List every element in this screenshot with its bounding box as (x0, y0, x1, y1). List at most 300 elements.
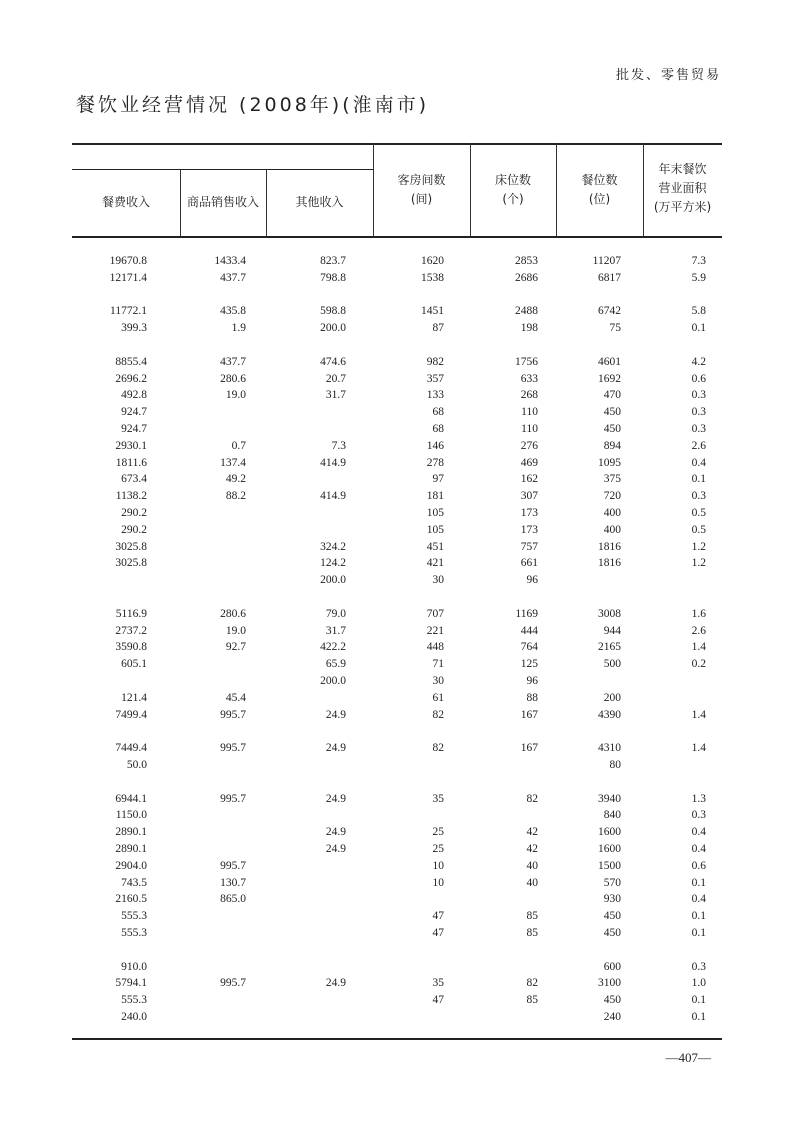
section-label: 批发、零售贸易 (615, 68, 721, 83)
cell-goods (176, 540, 246, 555)
cell-other: 422.2 (320, 641, 346, 654)
cell-area: 5.8 (691, 305, 706, 318)
cell-catering: 6944.1 (115, 792, 147, 805)
cell-catering: 50.0 (126, 759, 147, 771)
cell-rooms: 61 (432, 691, 444, 704)
cell-rooms: 47 (432, 994, 444, 1007)
cell-catering: 19670.8 (109, 255, 147, 267)
page-number: —407— (665, 1050, 711, 1065)
cell-beds: 125 (520, 658, 538, 671)
cell-area: 0.1 (691, 910, 706, 923)
cell-other: 7.3 (331, 439, 346, 452)
cell-beds: 2488 (515, 305, 538, 318)
cell-beds: 757 (520, 540, 538, 553)
cell-goods: 435.8 (220, 305, 246, 318)
cell-goods: 1.9 (231, 322, 246, 335)
cell-other (276, 758, 346, 773)
cell-other: 200.0 (320, 322, 346, 335)
cell-seats: 1692 (598, 372, 621, 385)
cell-goods (176, 808, 246, 823)
cell-catering: 2904.0 (115, 859, 147, 872)
cell-rooms: 221 (426, 624, 444, 637)
cell-rooms (374, 960, 444, 975)
cell-rooms (374, 892, 444, 907)
cell-beds: 110 (521, 406, 538, 419)
cell-beds: 40 (526, 859, 538, 872)
cell-rooms: 35 (432, 792, 444, 805)
cell-catering: 910.0 (121, 960, 147, 973)
cell-area: 0.5 (691, 523, 706, 536)
cell-seats: 450 (603, 423, 621, 435)
cell-rooms (374, 758, 444, 773)
header-other-income: 其他收入 (295, 195, 344, 209)
cell-catering: 1138.2 (115, 490, 147, 503)
cell-beds (468, 758, 538, 773)
page-title: 餐饮业经营情况 (2008年)(淮南市) (76, 94, 430, 116)
cell-seats (551, 674, 621, 689)
cell-area: 4.2 (691, 355, 706, 368)
cell-seats: 6817 (598, 271, 621, 284)
cell-area: 1.4 (691, 641, 706, 654)
cell-goods: 995.7 (220, 977, 246, 990)
cell-beds: 88 (526, 691, 538, 704)
header-beds (470, 171, 556, 209)
sub-header-rule (72, 169, 373, 170)
cell-rooms: 1538 (421, 271, 444, 284)
cell-other: 200.0 (320, 675, 346, 687)
cell-seats: 400 (603, 523, 621, 536)
cell-catering: 2890.1 (115, 843, 147, 855)
cell-beds: 764 (520, 641, 538, 654)
cell-seats: 600 (603, 960, 621, 973)
cell-goods: 437.7 (220, 271, 246, 284)
cell-goods (176, 657, 246, 672)
cell-area: 0.2 (691, 658, 706, 671)
cell-area: 1.3 (691, 792, 706, 805)
cell-rooms: 1620 (421, 255, 444, 267)
cell-beds (468, 1010, 538, 1025)
cell-rooms: 25 (432, 826, 444, 839)
cell-goods (176, 842, 246, 857)
cell-rooms: 30 (432, 574, 444, 587)
cell-goods (176, 405, 246, 420)
cell-seats: 840 (603, 809, 621, 822)
cell-seats: 1095 (598, 456, 621, 469)
cell-goods (176, 960, 246, 975)
cell-goods: 865.0 (220, 893, 246, 906)
cell-other: 24.9 (325, 708, 346, 721)
cell-beds: 173 (520, 507, 538, 519)
cell-catering: 673.4 (121, 473, 147, 486)
cell-area: 7.3 (691, 255, 706, 267)
cell-area (636, 758, 706, 773)
cell-goods: 280.6 (220, 372, 246, 385)
cell-area: 0.3 (691, 490, 706, 503)
cell-catering: 3590.8 (115, 641, 147, 654)
cell-goods: 130.7 (220, 876, 246, 889)
cell-catering (77, 573, 147, 588)
cell-other: 598.8 (320, 305, 346, 318)
cell-other (276, 859, 346, 874)
cell-other: 31.7 (325, 389, 346, 402)
cell-beds: 96 (526, 574, 538, 587)
cell-seats: 2165 (598, 641, 621, 654)
cell-seats: 450 (603, 994, 621, 1007)
cell-other: 24.9 (325, 826, 346, 839)
cell-area: 0.5 (691, 507, 706, 519)
cell-catering: 1811.6 (115, 456, 147, 469)
cell-goods: 19.0 (225, 389, 246, 402)
cell-seats: 400 (603, 507, 621, 519)
cell-other: 24.9 (325, 742, 346, 755)
cell-rooms: 421 (426, 557, 444, 570)
cell-rooms: 47 (432, 910, 444, 923)
cell-rooms (374, 808, 444, 823)
cell-rooms: 87 (432, 322, 444, 335)
cell-goods: 45.4 (225, 691, 246, 704)
cell-goods (176, 523, 246, 538)
cell-goods: 995.7 (220, 859, 246, 872)
cell-seats: 11207 (592, 255, 621, 267)
cell-other (276, 960, 346, 975)
cell-other (276, 472, 346, 487)
cell-area (636, 691, 706, 706)
cell-beds: 42 (526, 843, 538, 855)
header-rooms (373, 171, 470, 209)
cell-other: 124.2 (320, 557, 346, 570)
cell-other: 823.7 (320, 255, 346, 267)
header-seats (556, 171, 643, 209)
cell-beds: 469 (520, 456, 538, 469)
cell-catering: 555.3 (121, 910, 147, 923)
cell-other: 414.9 (320, 456, 346, 469)
cell-rooms: 278 (426, 456, 444, 469)
cell-other (276, 523, 346, 538)
cell-goods (176, 556, 246, 571)
cell-rooms: 35 (432, 977, 444, 990)
cell-seats (551, 573, 621, 588)
cell-seats: 1500 (598, 859, 621, 872)
cell-seats: 894 (603, 439, 621, 452)
cell-catering: 605.1 (121, 658, 147, 671)
cell-other: 65.9 (325, 658, 346, 671)
cell-other: 24.9 (325, 843, 346, 855)
cell-area: 0.4 (691, 826, 706, 839)
cell-seats: 1600 (598, 826, 621, 839)
header-seats-line1: 餐位数 (581, 173, 618, 187)
cell-beds (468, 960, 538, 975)
header-goods-sales: 商品销售收入 (186, 195, 259, 209)
cell-rooms: 82 (432, 708, 444, 721)
cell-area: 1.4 (691, 742, 706, 755)
cell-goods (176, 506, 246, 521)
cell-catering: 11772.1 (110, 305, 147, 318)
cell-area (636, 674, 706, 689)
cell-other: 414.9 (320, 490, 346, 503)
cell-catering: 492.8 (121, 389, 147, 402)
cell-other (276, 422, 346, 437)
cell-seats: 6742 (598, 305, 621, 318)
cell-seats: 4390 (598, 708, 621, 721)
cell-seats: 200 (603, 691, 621, 704)
cell-area: 0.1 (691, 876, 706, 889)
cell-catering: 2160.5 (115, 893, 147, 906)
cell-area: 0.6 (691, 859, 706, 872)
cell-seats: 720 (603, 490, 621, 503)
cell-area: 0.1 (691, 1011, 706, 1023)
cell-catering: 12171.4 (109, 271, 147, 284)
cell-rooms: 82 (432, 742, 444, 755)
cell-catering: 8855.4 (115, 355, 147, 368)
header-area (643, 160, 722, 217)
header-beds-line2: (个) (502, 192, 524, 206)
cell-beds: 40 (526, 876, 538, 889)
cell-other (276, 926, 346, 941)
cell-area: 5.9 (691, 271, 706, 284)
cell-other (276, 993, 346, 1008)
cell-seats: 500 (603, 658, 621, 671)
cell-rooms: 133 (426, 389, 444, 402)
cell-other (276, 909, 346, 924)
cell-beds: 173 (520, 523, 538, 536)
cell-seats: 3100 (598, 977, 621, 990)
cell-other (276, 892, 346, 907)
cell-seats: 80 (609, 759, 621, 771)
cell-other (276, 506, 346, 521)
cell-catering: 555.3 (121, 994, 147, 1007)
cell-area: 0.1 (691, 994, 706, 1007)
cell-catering: 399.3 (121, 322, 147, 335)
cell-area: 2.6 (691, 439, 706, 452)
cell-other: 24.9 (325, 977, 346, 990)
cell-seats: 450 (603, 406, 621, 419)
cell-goods: 0.7 (231, 439, 246, 452)
cell-rooms: 707 (426, 607, 444, 620)
cell-goods: 995.7 (220, 708, 246, 721)
cell-catering: 3025.8 (115, 540, 147, 553)
cell-rooms: 47 (432, 927, 444, 939)
cell-goods (176, 825, 246, 840)
cell-seats: 4310 (598, 742, 621, 755)
cell-seats: 375 (603, 473, 621, 486)
cell-rooms: 105 (426, 507, 444, 519)
top-rule (72, 143, 722, 145)
cell-seats: 450 (603, 910, 621, 923)
cell-catering: 2737.2 (115, 624, 147, 637)
cell-rooms: 982 (426, 355, 444, 368)
cell-seats: 944 (603, 624, 621, 637)
cell-beds: 42 (526, 826, 538, 839)
cell-seats: 1816 (598, 540, 621, 553)
cell-goods: 995.7 (220, 742, 246, 755)
cell-catering: 743.5 (121, 876, 147, 889)
cell-area: 1.4 (691, 708, 706, 721)
header-rooms-line2: (间) (410, 192, 433, 206)
cell-goods (176, 422, 246, 437)
cell-rooms: 68 (432, 423, 444, 435)
cell-beds: 167 (520, 708, 538, 721)
cell-other: 20.7 (325, 372, 346, 385)
header-area-line2: 营业面积 (658, 181, 707, 195)
cell-catering: 2696.2 (115, 372, 147, 385)
cell-seats: 1600 (598, 843, 621, 855)
cell-goods: 92.7 (225, 641, 246, 654)
cell-catering: 3025.8 (115, 557, 147, 570)
cell-area: 0.3 (691, 809, 706, 822)
cell-rooms: 181 (426, 490, 444, 503)
cell-area (636, 573, 706, 588)
cell-beds: 2686 (515, 271, 538, 284)
cell-other: 324.2 (320, 540, 346, 553)
cell-catering: 240.0 (121, 1011, 147, 1023)
header-bottom-rule (72, 236, 722, 238)
cell-beds: 96 (526, 675, 538, 687)
cell-seats: 1816 (598, 557, 621, 570)
header-area-line1: 年末餐饮 (658, 162, 707, 176)
cell-beds: 2853 (515, 255, 538, 267)
cell-beds: 82 (526, 977, 538, 990)
cell-seats: 4601 (598, 355, 621, 368)
cell-seats: 240 (603, 1011, 621, 1023)
cell-other (276, 405, 346, 420)
cell-beds: 307 (520, 490, 538, 503)
cell-rooms (374, 1010, 444, 1025)
cell-rooms: 451 (426, 540, 444, 553)
cell-goods: 49.2 (225, 473, 246, 486)
cell-catering: 290.2 (121, 523, 147, 536)
cell-other (276, 876, 346, 891)
header-rooms-line1: 客房间数 (397, 173, 446, 187)
cell-other: 474.6 (320, 355, 346, 368)
cell-goods (176, 1010, 246, 1025)
cell-rooms: 357 (426, 372, 444, 385)
cell-other (276, 691, 346, 706)
cell-other (276, 1010, 346, 1025)
cell-catering: 1150.0 (115, 809, 147, 822)
cell-catering (77, 674, 147, 689)
cell-rooms: 30 (432, 675, 444, 687)
cell-beds: 85 (526, 994, 538, 1007)
cell-rooms: 25 (432, 843, 444, 855)
cell-goods (176, 573, 246, 588)
cell-seats: 3008 (598, 607, 621, 620)
cell-beds: 1169 (515, 607, 538, 620)
cell-area: 0.3 (691, 423, 706, 435)
cell-beds: 444 (520, 624, 538, 637)
cell-beds: 85 (526, 910, 538, 923)
cell-seats: 75 (609, 322, 621, 335)
cell-catering: 7499.4 (115, 708, 147, 721)
cell-beds: 162 (520, 473, 538, 486)
cell-beds (468, 892, 538, 907)
cell-goods: 137.4 (220, 456, 246, 469)
cell-catering: 2930.1 (115, 439, 147, 452)
cell-catering: 555.3 (121, 927, 147, 939)
cell-catering: 924.7 (121, 406, 147, 419)
cell-beds: 82 (526, 792, 538, 805)
cell-goods (176, 909, 246, 924)
header-seats-line2: (位) (588, 192, 611, 206)
cell-area: 0.1 (691, 473, 706, 486)
cell-rooms: 146 (426, 439, 444, 452)
cell-rooms: 68 (432, 406, 444, 419)
cell-seats: 470 (603, 389, 621, 402)
cell-goods (176, 674, 246, 689)
cell-goods (176, 993, 246, 1008)
cell-beds: 268 (520, 389, 538, 402)
cell-goods: 280.6 (220, 607, 246, 620)
cell-area: 0.4 (691, 456, 706, 469)
bottom-rule (72, 1038, 722, 1040)
cell-area: 1.2 (691, 557, 706, 570)
cell-goods: 1433.4 (214, 255, 246, 267)
cell-catering: 5794.1 (115, 977, 147, 990)
cell-area: 2.6 (691, 624, 706, 637)
header-area-line3: (万平方米) (653, 200, 712, 214)
cell-area: 1.2 (691, 540, 706, 553)
cell-beds (468, 808, 538, 823)
cell-goods: 19.0 (225, 624, 246, 637)
cell-other: 24.9 (325, 792, 346, 805)
cell-area: 0.3 (691, 960, 706, 973)
cell-beds: 167 (520, 742, 538, 755)
cell-catering: 2890.1 (115, 826, 147, 839)
cell-goods (176, 926, 246, 941)
cell-area: 0.3 (691, 406, 706, 419)
cell-beds: 661 (520, 557, 538, 570)
cell-area: 0.6 (691, 372, 706, 385)
cell-beds: 276 (520, 439, 538, 452)
cell-area: 0.4 (691, 843, 706, 855)
cell-rooms: 97 (432, 473, 444, 486)
cell-catering: 290.2 (121, 507, 147, 519)
cell-seats: 570 (603, 876, 621, 889)
cell-rooms: 71 (432, 658, 444, 671)
cell-rooms: 105 (426, 523, 444, 536)
cell-beds: 198 (520, 322, 538, 335)
cell-rooms: 448 (426, 641, 444, 654)
cell-other (276, 808, 346, 823)
cell-other: 79.0 (325, 607, 346, 620)
cell-goods: 995.7 (220, 792, 246, 805)
cell-catering: 924.7 (121, 423, 147, 435)
cell-other: 31.7 (325, 624, 346, 637)
cell-area: 1.0 (691, 977, 706, 990)
cell-beds: 110 (521, 423, 538, 435)
header-catering: 餐费收入 (101, 195, 150, 209)
cell-other: 200.0 (320, 574, 346, 587)
cell-catering: 5116.9 (115, 607, 147, 620)
cell-area: 1.6 (691, 607, 706, 620)
cell-area: 0.1 (691, 322, 706, 335)
cell-goods (176, 758, 246, 773)
cell-rooms: 10 (432, 859, 444, 872)
cell-seats: 3940 (598, 792, 621, 805)
cell-beds: 85 (526, 927, 538, 939)
cell-seats: 450 (603, 927, 621, 939)
cell-catering: 121.4 (121, 691, 147, 704)
cell-area: 0.1 (691, 927, 706, 939)
cell-rooms: 10 (432, 876, 444, 889)
cell-area: 0.4 (691, 893, 706, 906)
cell-rooms: 1451 (421, 305, 444, 318)
cell-other: 798.8 (320, 271, 346, 284)
cell-seats: 930 (603, 893, 621, 906)
cell-goods: 437.7 (220, 355, 246, 368)
cell-area: 0.3 (691, 389, 706, 402)
cell-beds: 633 (520, 372, 538, 385)
cell-catering: 7449.4 (115, 742, 147, 755)
